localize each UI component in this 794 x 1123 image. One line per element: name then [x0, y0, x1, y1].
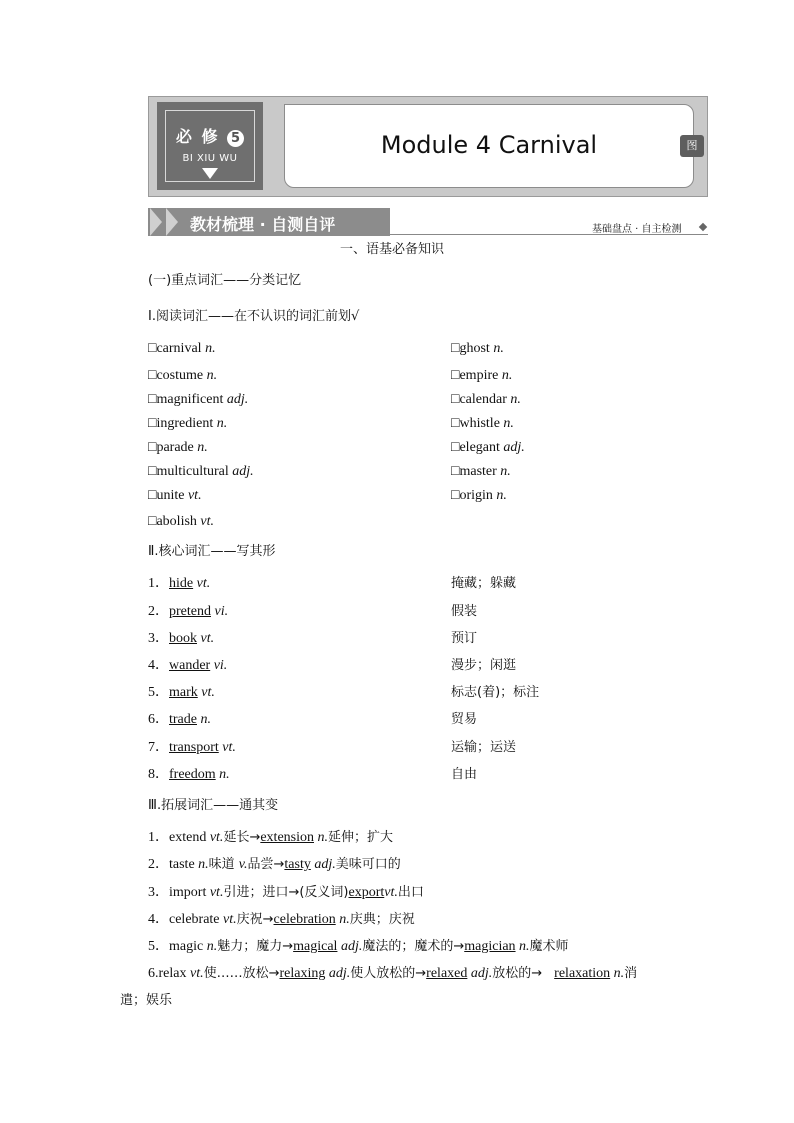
badge-subtitle: BI XIU WU — [182, 153, 238, 164]
list-item: □magnificent adj. — [148, 392, 249, 407]
title-box — [284, 104, 694, 188]
list-item: □calendar n. — [451, 392, 521, 407]
checkbox[interactable]: □ — [451, 341, 460, 356]
list-item: 6.relax vt.使……放松→relaxing adj.使人放松的→relaxed adj.放松的→ relaxation n.消 — [148, 966, 638, 981]
section-title: 教材梳理 · 自测自评 — [190, 215, 336, 234]
chevron-icon — [150, 208, 162, 236]
list-item: □costume n. — [148, 368, 218, 383]
list-item: □abolish vt. — [148, 514, 215, 529]
meaning: 标志(着)；标注 — [451, 685, 540, 700]
reading-title: Ⅰ.阅读词汇——在不认识的词汇前划√ — [148, 309, 360, 324]
list-item: 2．taste n.味道 v.品尝→tasty adj.美味可口的 — [148, 857, 401, 872]
list-item: □origin n. — [451, 488, 507, 503]
page-title: Module 4 Carnival — [380, 131, 598, 159]
checkbox[interactable]: □ — [451, 368, 460, 383]
checkbox[interactable]: □ — [451, 392, 460, 407]
meaning: 运输；运送 — [451, 740, 517, 755]
list-item: □empire n. — [451, 368, 513, 383]
line-continuation: 遣；娱乐 — [120, 993, 173, 1008]
meaning: 掩藏；躲藏 — [451, 576, 517, 591]
meaning: 假装 — [451, 604, 478, 619]
meaning: 漫步；闲逛 — [451, 658, 517, 673]
list-item: 1．hide vt. — [148, 576, 211, 591]
list-item: 2．pretend vi. — [148, 604, 229, 619]
list-item: 1．extend vt.延长→extension n.延伸；扩大 — [148, 830, 394, 845]
checkbox[interactable]: □ — [148, 392, 157, 407]
list-item: □elegant adj. — [451, 440, 525, 455]
part-title: 一、语基必备知识 — [340, 242, 445, 257]
list-item: 4．celebrate vt.庆祝→celebration n.庆典；庆祝 — [148, 912, 415, 927]
list-item: □unite vt. — [148, 488, 202, 503]
book-badge — [157, 102, 263, 190]
list-item: 8．freedom n. — [148, 767, 230, 782]
list-item: □ghost n. — [451, 341, 504, 356]
core-title: Ⅱ.核心词汇——写其形 — [148, 544, 276, 559]
list-item: □carnival n. — [148, 341, 216, 356]
checkbox[interactable]: □ — [148, 341, 157, 356]
list-item: 6．trade n. — [148, 712, 211, 727]
checkbox[interactable]: □ — [148, 368, 157, 383]
vocab-title: (一)重点词汇——分类记忆 — [148, 273, 302, 288]
list-item: 3．book vt. — [148, 631, 215, 646]
list-item: 3．import vt.引进；进口→(反义词)exportvt.出口 — [148, 885, 424, 900]
checkbox[interactable]: □ — [451, 488, 460, 503]
checkbox[interactable]: □ — [451, 464, 460, 479]
list-item: □parade n. — [148, 440, 208, 455]
checkbox[interactable]: □ — [451, 416, 460, 431]
checkbox[interactable]: □ — [148, 416, 157, 431]
badge-number: 5 — [227, 130, 244, 147]
list-item: 4．wander vi. — [148, 658, 228, 673]
picture-icon: 图 — [680, 135, 704, 157]
list-item: 5．mark vt. — [148, 685, 215, 700]
checkbox[interactable]: □ — [148, 440, 157, 455]
expand-title: Ⅲ.拓展词汇——通其变 — [148, 798, 279, 813]
checkbox[interactable]: □ — [148, 514, 157, 529]
section-right-label: 基础盘点 · 自主检测 — [592, 224, 682, 235]
list-item: □whistle n. — [451, 416, 514, 431]
meaning: 贸易 — [451, 712, 478, 727]
list-item: □ingredient n. — [148, 416, 228, 431]
badge-triangle-icon — [202, 168, 218, 179]
chevron-icon — [166, 208, 178, 236]
list-item: 7．transport vt. — [148, 740, 236, 755]
meaning: 自由 — [451, 767, 478, 782]
list-item: 5．magic n.魅力；魔力→magical adj.魔法的；魔术的→magician n.魔术师 — [148, 939, 569, 954]
checkbox[interactable]: □ — [148, 464, 157, 479]
checkbox[interactable]: □ — [451, 440, 460, 455]
list-item: □master n. — [451, 464, 511, 479]
list-item: □multicultural adj. — [148, 464, 254, 479]
badge-main: 必 修 5 — [157, 124, 263, 147]
meaning: 预订 — [451, 631, 478, 646]
diamond-icon — [699, 223, 707, 231]
checkbox[interactable]: □ — [148, 488, 157, 503]
